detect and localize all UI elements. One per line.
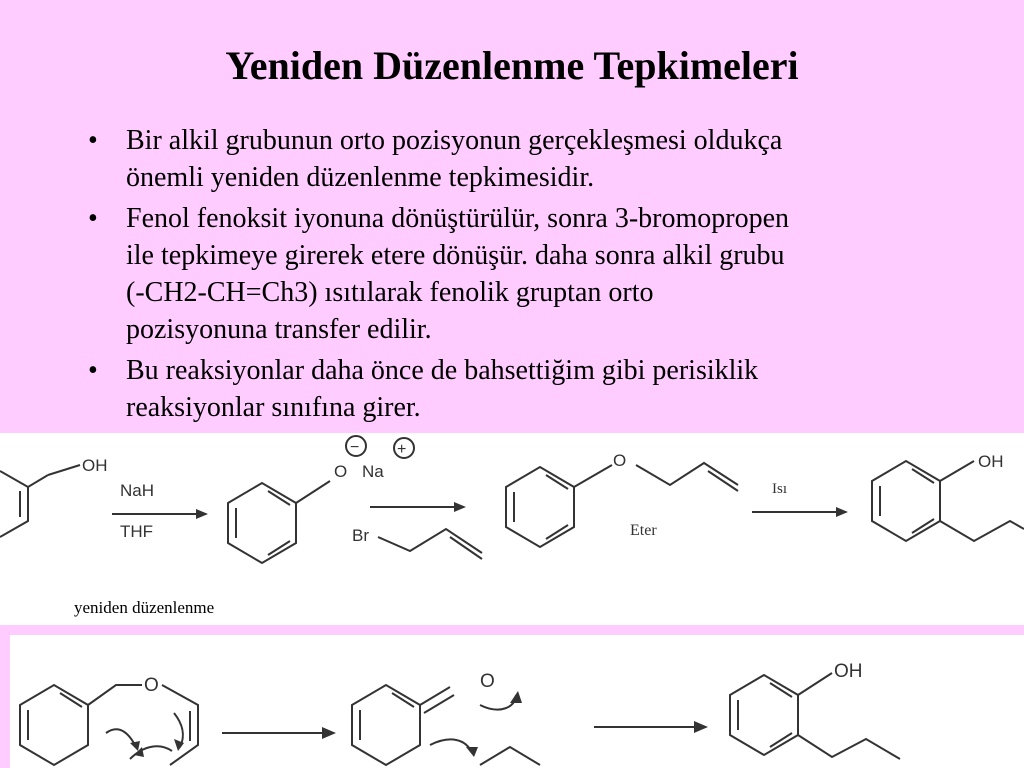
bullet-list	[88, 122, 968, 430]
phenoxide-o-label: O	[334, 462, 348, 481]
reaction-scheme-2	[10, 635, 1024, 768]
bullet-line: (-CH2-CH=Ch3) ısıtılarak fenolik gruptan orto	[126, 277, 654, 308]
bullet-line: Bu reaksiyonlar daha önce de bahsettiğim gibi perisiklik	[126, 355, 759, 386]
allyl-phenyl-ether-structure	[506, 463, 738, 547]
mechanism-oh-label: OH	[834, 661, 863, 682]
reagent-thf: THF	[120, 522, 154, 541]
transition-state-structure	[20, 685, 198, 765]
sodium-label: Na	[362, 462, 384, 481]
ether-caption: Eter	[630, 522, 657, 539]
bullet-symbol: •	[88, 203, 98, 234]
bullet-symbol: •	[88, 125, 98, 156]
product-oh-label: OH	[978, 452, 1004, 471]
bullet-item	[88, 122, 968, 196]
scheme-caption: yeniden düzenlenme	[74, 598, 215, 617]
ether-o-label: O	[613, 451, 627, 470]
bullet-item	[88, 352, 968, 426]
phenoxide-structure	[228, 481, 330, 563]
bullet-line: önemli yeniden düzenlenme tepkimesidir.	[126, 162, 595, 193]
bromine-label: Br	[352, 526, 369, 545]
reaction-scheme-1	[0, 433, 1024, 625]
reagent-nah: NaH	[120, 481, 155, 500]
heat-label: Isı	[772, 481, 787, 497]
dienone-structure	[352, 685, 540, 765]
slide-title: Yeniden Düzenlenme Tepkimeleri	[225, 43, 799, 88]
ts-o-label: O	[144, 675, 159, 696]
allylphenol-structure	[872, 461, 1024, 541]
dienone-o-label: O	[480, 671, 495, 692]
plus-symbol: +	[397, 441, 407, 458]
mechanism-product-structure	[730, 673, 900, 759]
bullet-symbol: •	[88, 355, 98, 386]
bullet-item	[88, 200, 968, 348]
bullet-line: ile tepkimeye girerek etere dönüşür. daha sonra alkil grubu	[126, 240, 785, 271]
minus-symbol: −	[350, 439, 360, 456]
bullet-line: Fenol fenoksit iyonuna dönüştürülür, sonra 3-bromopropen	[126, 203, 790, 234]
bullet-line: reaksiyonlar sınıfına girer.	[126, 392, 421, 423]
bullet-line: Bir alkil grubunun orto pozisyonun gerçekleşmesi oldukça	[126, 125, 783, 156]
phenol-structure	[0, 465, 80, 537]
phenol-oh-label: OH	[82, 456, 108, 475]
bullet-line: pozisyonuna transfer edilir.	[126, 314, 432, 345]
bromopropene-structure	[378, 529, 482, 559]
